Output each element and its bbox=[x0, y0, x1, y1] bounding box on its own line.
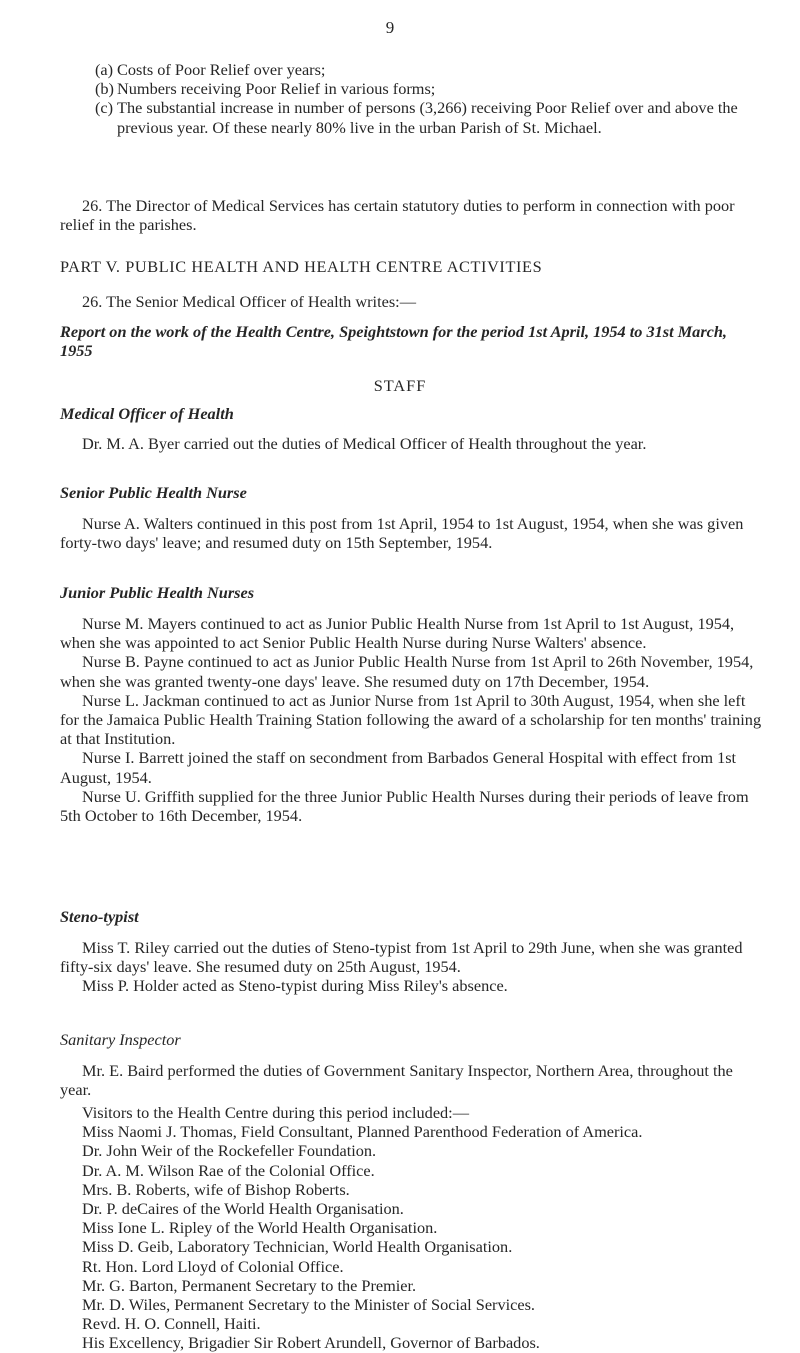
list-item: Revd. H. O. Connell, Haiti. bbox=[82, 1314, 261, 1334]
paragraph-26-director: 26. The Director of Medical Services has certain statutory duties to perform in connection with poor relief in the parishes. bbox=[60, 196, 735, 235]
list-item: Miss D. Geib, Laboratory Technician, World Health Organisation. bbox=[82, 1237, 513, 1257]
page-number: 9 bbox=[385, 18, 395, 37]
paragraph: Dr. M. A. Byer carried out the duties of Medical Officer of Health throughout the year. bbox=[82, 434, 647, 453]
list-item bbox=[95, 79, 755, 98]
list-item: Dr. John Weir of the Rockefeller Foundation. bbox=[82, 1141, 377, 1161]
heading-medical-officer: Medical Officer of Health bbox=[60, 404, 234, 423]
paragraph: Nurse I. Barrett joined the staff on secondment from Barbados General Hospital with effect from 1st August, 1954. bbox=[60, 748, 737, 787]
section-sanitary-inspector bbox=[60, 1061, 762, 1099]
paragraph-26-senior-officer: 26. The Senior Medical Officer of Health writes:— bbox=[82, 292, 416, 311]
list-item: Mrs. B. Roberts, wife of Bishop Roberts. bbox=[82, 1179, 350, 1199]
part-heading: PART V. PUBLIC HEALTH AND HEALTH CENTRE ACTIVITIES bbox=[60, 257, 543, 276]
heading-steno-typist: Steno-typist bbox=[60, 907, 139, 926]
visitors-intro: Visitors to the Health Centre during this period included:— bbox=[82, 1103, 469, 1122]
list-item: Dr. A. M. Wilson Rae of the Colonial Office. bbox=[82, 1160, 375, 1180]
visitors-section bbox=[60, 1103, 762, 1353]
paragraph: Nurse M. Mayers continued to act as Junior Public Health Nurse from 1st April to 1st August, 1954, when she was appointed to act Senior Public Health Nurse during Nurse Walters' absence. bbox=[60, 614, 735, 653]
list-item: Mr. D. Wiles, Permanent Secretary to the Minister of Social Services. bbox=[82, 1295, 536, 1315]
paragraph: Nurse A. Walters continued in this post from 1st April, 1954 to 1st August, 1954, when she was given forty-two days' leave; and resumed duty on 15th September, 1954. bbox=[60, 514, 744, 553]
list-item-label: (a) bbox=[95, 60, 114, 79]
poor-relief-list bbox=[95, 60, 755, 137]
list-item: Rt. Hon. Lord Lloyd of Colonial Office. bbox=[82, 1256, 344, 1276]
heading-junior-nurses: Junior Public Health Nurses bbox=[60, 583, 255, 602]
section-steno-typist bbox=[60, 938, 762, 996]
paragraph: Miss T. Riley carried out the duties of Steno-typist from 1st April to 29th June, when she was granted fifty-six days' leave. She resumed duty on 25th August, 1954. bbox=[60, 938, 743, 977]
list-item-label: (b) bbox=[95, 79, 114, 99]
report-title: Report on the work of the Health Centre, Speightstown for the period 1st April, 1954 to 31st March, 1955 bbox=[60, 322, 728, 361]
paragraph: Nurse L. Jackman continued to act as Junior Nurse from 1st April to 30th August, 1954, when she left for the Jamaica Public Health Training Station following the award of a scholarship for ten months' training at that Institution. bbox=[60, 690, 762, 749]
section-medical-officer bbox=[60, 434, 762, 453]
staff-heading: STAFF bbox=[373, 376, 427, 395]
paragraph: Nurse B. Payne continued to act as Junior Public Health Nurse from 1st April to 26th November, 1954, when she was granted twenty-one days' leave. She resumed duty on 17th December, 1954. bbox=[60, 652, 754, 691]
heading-senior-nurse: Senior Public Health Nurse bbox=[60, 483, 247, 502]
list-item: Mr. G. Barton, Permanent Secretary to the Premier. bbox=[82, 1275, 417, 1295]
list-item-label: (c) bbox=[95, 98, 114, 118]
list-item-text: Numbers receiving Poor Relief in various forms; bbox=[117, 79, 436, 99]
list-item: His Excellency, Brigadier Sir Robert Arundell, Governor of Barbados. bbox=[82, 1333, 540, 1353]
list-item-text: Costs of Poor Relief over years; bbox=[117, 60, 326, 79]
paragraph: Mr. E. Baird performed the duties of Government Sanitary Inspector, Northern Area, throughout the year. bbox=[60, 1061, 733, 1100]
list-item: Dr. P. deCaires of the World Health Organisation. bbox=[82, 1199, 404, 1219]
list-item bbox=[95, 98, 755, 136]
list-item bbox=[95, 60, 755, 79]
list-item: Miss Ione L. Ripley of the World Health Organisation. bbox=[82, 1218, 438, 1238]
paragraph: Miss P. Holder acted as Steno-typist during Miss Riley's absence. bbox=[82, 976, 508, 996]
paragraph: Nurse U. Griffith supplied for the three Junior Public Health Nurses during their periods of leave from 5th October to 16th December, 1954. bbox=[60, 786, 749, 826]
list-item: Miss Naomi J. Thomas, Field Consultant, Planned Parenthood Federation of America. bbox=[82, 1122, 643, 1142]
section-junior-nurses bbox=[60, 614, 762, 825]
list-item-text: The substantial increase in number of persons (3,266) receiving Poor Relief over and above the previous year. Of these nearly 80% live in the urban Parish of St. Michael. bbox=[117, 98, 738, 137]
heading-sanitary-inspector: Sanitary Inspector bbox=[60, 1030, 181, 1049]
section-senior-nurse bbox=[60, 514, 762, 552]
